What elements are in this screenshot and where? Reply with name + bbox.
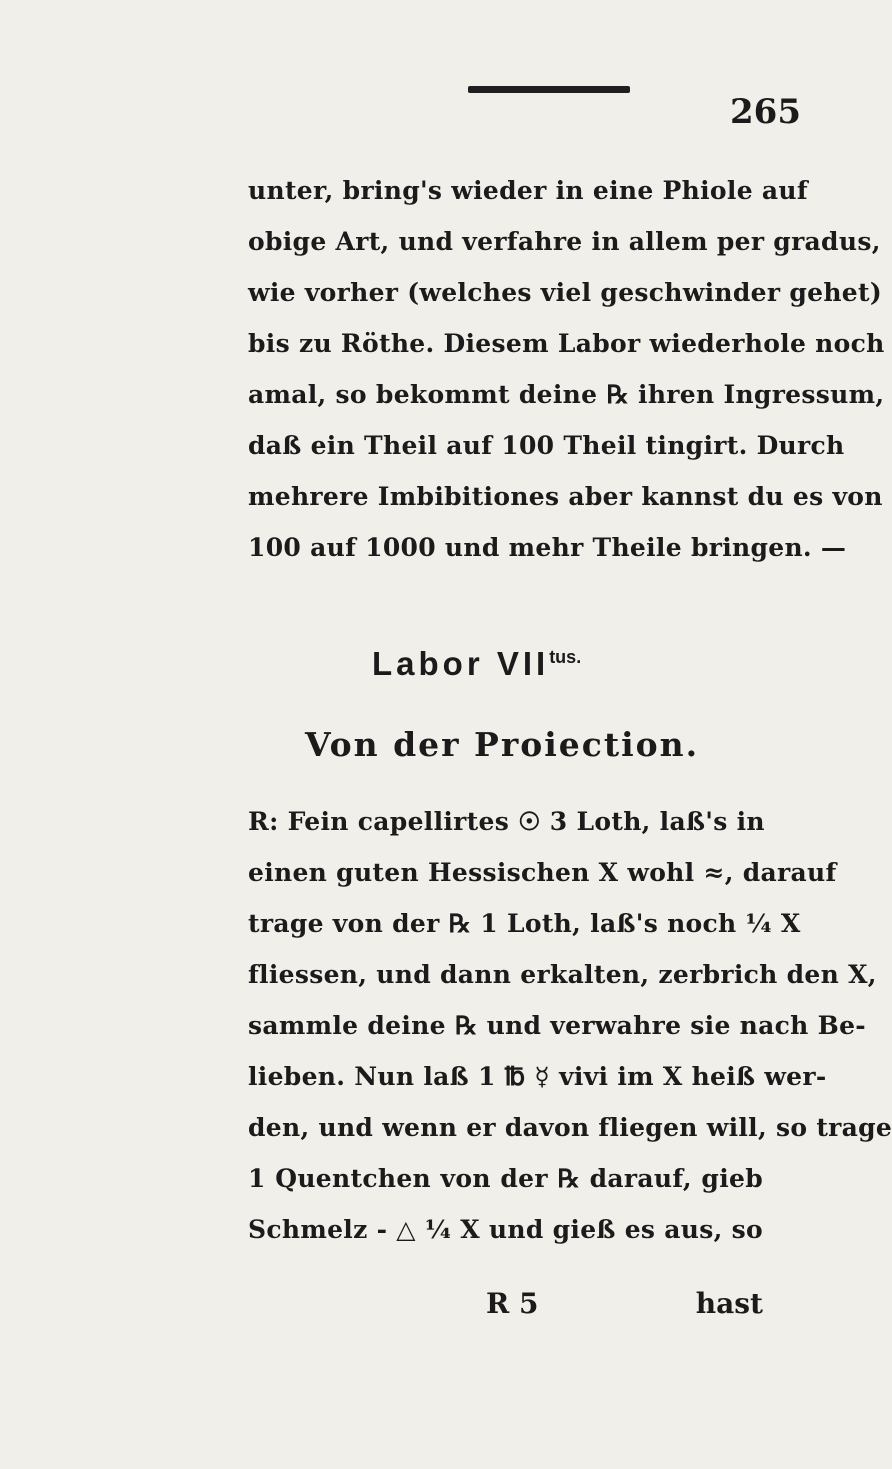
recipe-line: sammle deine ℞ und verwahre sie nach Be-	[248, 1011, 866, 1040]
recipe-text	[248, 796, 892, 1255]
signature-mark: R 5	[486, 1287, 539, 1320]
recipe-line: 1 Quentchen von der ℞ darauf, gieb	[248, 1164, 763, 1193]
labor-heading	[372, 645, 581, 683]
text-line: obige Art, und verfahre in allem per gradus,	[248, 227, 881, 256]
text-line: daß ein Theil auf 100 Theil tingirt. Durch	[248, 431, 845, 460]
labor-heading-text: Labor VII	[372, 645, 550, 682]
recipe-line: Schmelz - △ ¼ X und gieß es aus, so	[248, 1215, 764, 1244]
header-rule	[468, 86, 630, 93]
section-heading: Von der Proiection.	[305, 725, 700, 764]
recipe-line: trage von der ℞ 1 Loth, laß's noch ¼ X	[248, 909, 801, 938]
text-line: 100 auf 1000 und mehr Theile bringen. —	[248, 533, 847, 562]
recipe-line: fliessen, und dann erkalten, zerbrich den X,	[248, 960, 877, 989]
recipe-line: lieben. Nun laß 1 ℔ ☿ vivi im X heiß wer-	[248, 1062, 827, 1091]
catchword: hast	[695, 1287, 763, 1320]
text-line: unter, bring's wieder in eine Phiole auf	[248, 176, 808, 205]
labor-heading-superscript: tus.	[549, 647, 582, 667]
text-line: amal, so bekommt deine ℞ ihren Ingressum,	[248, 380, 885, 409]
page-footer	[248, 1287, 763, 1327]
text-line: bis zu Röthe. Diesem Labor wiederhole noch	[248, 329, 885, 358]
recipe-line: einen guten Hessischen X wohl ≈, darauf	[248, 858, 837, 887]
recipe-line: den, und wenn er davon fliegen will, so trage	[248, 1113, 892, 1142]
text-line: wie vorher (welches viel geschwinder gehet)	[248, 278, 882, 307]
text-line: mehrere Imbibitiones aber kannst du es von	[248, 482, 883, 511]
body-text	[248, 165, 885, 573]
recipe-line: R: Fein capellirtes ☉ 3 Loth, laß's in	[248, 807, 765, 836]
page-number: 265	[730, 92, 801, 132]
